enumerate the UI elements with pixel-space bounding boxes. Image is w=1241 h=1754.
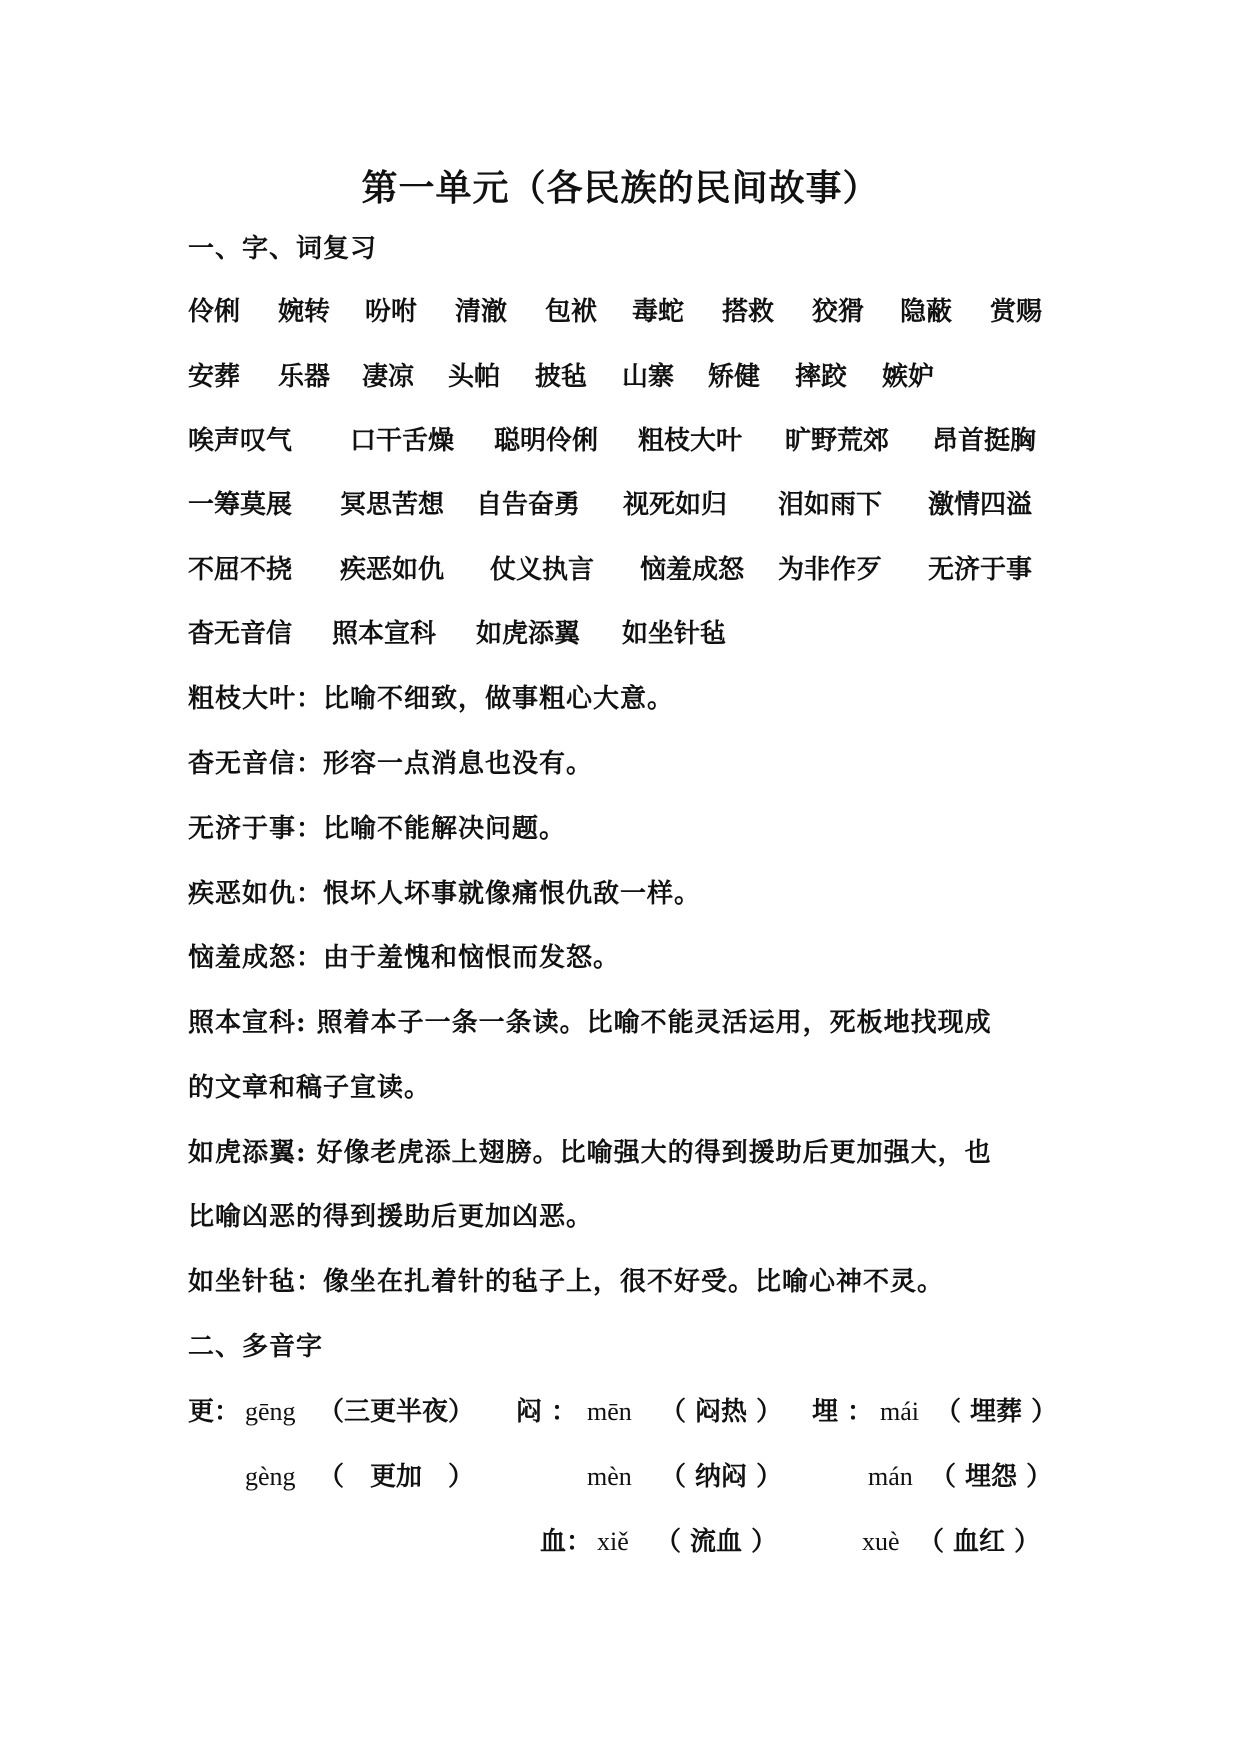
definition-line: 的文章和稿子宣读。 [188,1073,432,1103]
idiom: 粗枝大叶 [638,426,743,456]
idiom: 昂首挺胸 [932,426,1037,456]
word: 安葬 [188,362,241,392]
word: 隐蔽 [900,297,953,327]
example-word: （ 闷热 ） [660,1397,783,1427]
polyphonic-char: 更： [188,1397,241,1427]
polyphonic-char: 血： [540,1527,593,1557]
definition-line: 如虎添翼: 好像老虎添上翅膀。比喻强大的得到援助后更加强大，也 [188,1138,992,1168]
idiom: 泪如雨下 [778,490,883,520]
example-word: （ 纳闷 ） [660,1462,783,1492]
definition-line: 比喻凶恶的得到援助后更加凶恶。 [188,1202,594,1232]
page-title: 第一单元（各民族的民间故事） [361,167,880,209]
idiom: 恼羞成怒 [640,555,745,585]
idiom: 不屈不挠 [188,555,293,585]
word: 山寨 [622,362,675,392]
idiom: 一筹莫展 [188,490,293,520]
example-word: （ 血红 ） [918,1527,1041,1557]
idiom: 激情四溢 [928,490,1033,520]
idiom: 聪明伶俐 [494,426,599,456]
example-word: （ 更加 ） [318,1462,475,1492]
pinyin: mèn [587,1462,632,1491]
word: 包袱 [545,297,598,327]
pinyin: gèng [245,1462,296,1491]
word: 吩咐 [365,297,418,327]
example-word: （ 埋葬 ） [935,1397,1058,1427]
definition-line: 疾恶如仇：恨坏人坏事就像痛恨仇敌一样。 [188,879,702,909]
example-word: （ 埋怨 ） [930,1462,1053,1492]
word: 头帕 [448,362,501,392]
word: 伶俐 [188,297,241,327]
idiom: 旷野荒郊 [785,426,890,456]
idiom: 视死如归 [623,490,728,520]
word: 清澈 [455,297,508,327]
word: 搭救 [722,297,775,327]
example-word: （三更半夜） [318,1397,475,1427]
word: 摔跤 [795,362,848,392]
word: 毒蛇 [632,297,685,327]
idiom: 疾恶如仇 [340,555,445,585]
idiom: 照本宣科 [332,619,437,649]
idiom: 无济于事 [928,555,1033,585]
word: 嫉妒 [882,362,935,392]
definition-line: 如坐针毡：像坐在扎着针的毡子上，很不好受。比喻心神不灵。 [188,1267,945,1297]
word: 赏赐 [990,297,1043,327]
definition-line: 无济于事：比喻不能解决问题。 [188,814,567,844]
idiom: 仗义执言 [490,555,595,585]
idiom: 如虎添翼 [476,619,581,649]
word: 矫健 [708,362,761,392]
word: 狡猾 [812,297,865,327]
pinyin: gēng [245,1397,296,1426]
definition-line: 粗枝大叶：比喻不细致，做事粗心大意。 [188,684,675,714]
word: 婉转 [278,297,331,327]
polyphonic-char: 闷 ： [516,1397,578,1427]
polyphonic-char: 埋 ： [812,1397,874,1427]
idiom: 自告奋勇 [476,490,581,520]
section-heading-polyphonic: 二、多音字 [188,1332,324,1362]
section-heading-vocabulary: 一、字、词复习 [188,234,378,264]
idiom: 冥思苦想 [340,490,445,520]
example-word: （ 流血 ） [655,1527,778,1557]
idiom: 如坐针毡 [622,619,727,649]
definition-line: 照本宣科: 照着本子一条一条读。比喻不能灵活运用，死板地找现成 [188,1008,992,1038]
definition-line: 恼羞成怒：由于羞愧和恼恨而发怒。 [188,943,621,973]
word: 披毡 [535,362,588,392]
word: 乐器 [278,362,331,392]
word: 凄凉 [362,362,415,392]
pinyin: mán [868,1462,913,1491]
pinyin: mái [880,1397,919,1426]
idiom: 唉声叹气 [188,426,293,456]
idiom: 为非作歹 [778,555,883,585]
pinyin: xiě [597,1527,629,1556]
definition-line: 杳无音信：形容一点消息也没有。 [188,749,594,779]
pinyin: xuè [862,1527,900,1556]
idiom: 口干舌燥 [350,426,455,456]
pinyin: mēn [587,1397,632,1426]
idiom: 杳无音信 [188,619,293,649]
